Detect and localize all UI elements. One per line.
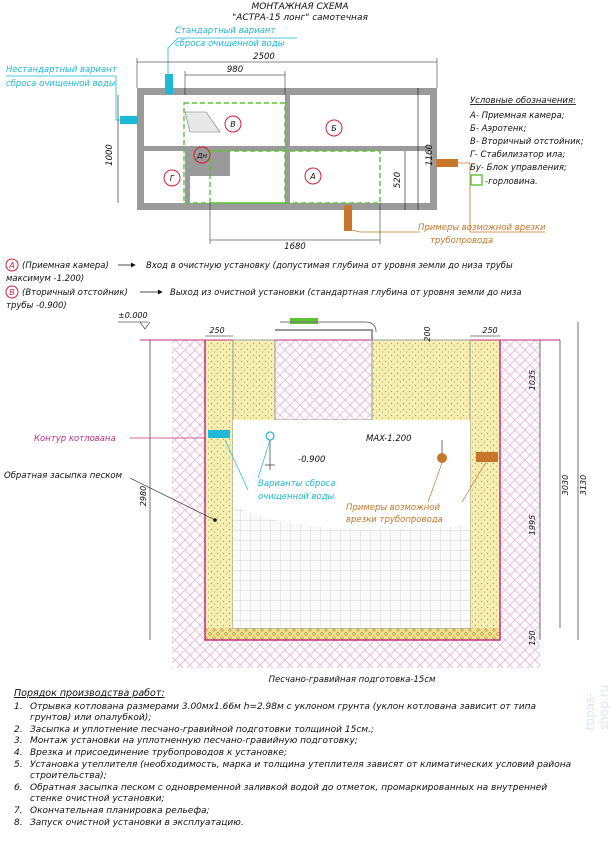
- plan-pipe-example-1: Примеры возможной врезки: [418, 223, 546, 233]
- dim-2500: 2500: [253, 52, 275, 62]
- label-a: А: [310, 172, 316, 181]
- section-inlet-alt: [437, 453, 447, 463]
- dim-1680: 1680: [284, 242, 306, 252]
- gravel-base: [205, 628, 500, 640]
- label-g: Г: [169, 174, 175, 183]
- inlet-pipe-bottom: [344, 205, 352, 231]
- std-outlet-label-2: сброса очищенной воды: [175, 39, 285, 49]
- tank-lid: [290, 318, 318, 324]
- label-dn: Дн: [196, 152, 208, 160]
- title-line1: МОНТАЖНАЯ СХЕМА: [251, 2, 349, 12]
- legend-item-1: Б- Аэротенк;: [470, 124, 527, 134]
- plan-pipe-example-2: трубопровода: [430, 236, 494, 246]
- label-v: В: [230, 120, 236, 129]
- note-a-text2: максимум -1.200): [6, 274, 85, 284]
- backfill-left: [205, 340, 233, 628]
- dim-2980: 2980: [139, 485, 148, 507]
- dim-3030: 3030: [561, 474, 570, 496]
- outlet-variants-1: Варианты сброса: [258, 479, 336, 489]
- legend-title: Условные обозначения:: [470, 96, 576, 106]
- procedure-step: 1. Отрывка котлована размерами 3.00мх1.66м h=2.98м с уклоном грунта (уклон котлована зависит от типа грунтов) или опалубкой);: [14, 701, 537, 724]
- dim-250-right: 250: [482, 326, 498, 335]
- legend-neck-swatch: [471, 175, 482, 185]
- std-outlet-label-1: Стандартный вариант: [175, 26, 276, 36]
- outlet-variants-2: очищенной воды: [258, 492, 335, 502]
- dim-250-left: 250: [209, 326, 225, 335]
- plan-partition-h: [144, 146, 380, 151]
- pit-contour-label: Контур котлована: [34, 434, 116, 444]
- legend-item-3: Г- Стабилизатор ила;: [470, 150, 566, 160]
- dim-980: 980: [226, 65, 244, 75]
- section-pipe-example-1: Примеры возможной: [346, 503, 441, 513]
- nonstd-outlet-pipe: [120, 116, 138, 124]
- note-a-text: Вход в очистную установку (допустимая глубина от уровня земли до низа трубы: [146, 261, 513, 271]
- procedure-step: 7. Окончательная планировка рельефа;: [14, 805, 210, 816]
- procedure-title: Порядок производства работ:: [14, 688, 165, 699]
- dim-1995: 1995: [528, 514, 537, 536]
- legend-item-4: Бу- Блок управления;: [470, 163, 567, 173]
- depth-0900: -0.900: [298, 455, 326, 465]
- nonstd-outlet-label-1: Нестандартный вариант: [6, 65, 117, 75]
- backfill-right: [470, 340, 500, 628]
- dim-520: 520: [393, 171, 403, 189]
- backfill-label: Обратная засыпка песком: [4, 471, 122, 481]
- procedure-step: 8. Запуск очистной установки в эксплуатацию.: [14, 817, 244, 828]
- title-line2: "АСТРА-15 лонг" самотечная: [232, 13, 368, 23]
- plan-view: [6, 26, 546, 252]
- inlet-pipe-right: [436, 159, 458, 167]
- procedure-step: 6. Обратная засыпка песком с одновременной заливкой водой до отметок, промаркированных на внутренней стенке очистной установки;: [14, 782, 548, 805]
- section-inlet-std: [476, 452, 498, 462]
- note-a-name: (Приемная камера): [22, 261, 109, 271]
- max-depth: MAX-1.200: [366, 434, 412, 444]
- base-label: Песчано-гравийная подготовка-15см: [268, 675, 436, 685]
- legend-item-5: -горловина.: [485, 177, 538, 187]
- dim-1000: 1000: [105, 144, 115, 166]
- legend-item-0: А- Приемная камера;: [470, 111, 565, 121]
- watermark: topas-shop.ru: [583, 684, 611, 730]
- section-pipe-example-2: врезки трубопровода: [346, 515, 443, 525]
- note-v-text: Выход из очистной установки (стандартная глубина от уровня земли до низа: [170, 288, 522, 298]
- section-outlet-std: [208, 430, 230, 438]
- nonstd-outlet-label-2: сброса очищенной воды: [6, 79, 116, 89]
- procedure-step: 5. Установка утеплителя (необходимость, марка и толщина утеплителя зависят от климатических условий района строительства);: [14, 759, 572, 782]
- plan-partition-v: [285, 95, 290, 203]
- procedure: [14, 688, 574, 829]
- dim-1035: 1035: [528, 369, 537, 391]
- std-outlet-pipe: [165, 74, 173, 94]
- label-b: Б: [331, 124, 337, 133]
- dim-150: 150: [528, 630, 537, 646]
- level-zero: ±0.000: [118, 311, 148, 320]
- legend: [469, 96, 584, 187]
- procedure-step: 4. Врезка и присоединение трубопроводов к установке;: [14, 747, 287, 758]
- note-a-badge: А: [9, 261, 15, 270]
- dim-3130: 3130: [579, 474, 588, 496]
- dim-1160: 1160: [425, 144, 435, 166]
- procedure-step: 2. Засыпка и уплотнение песчано-гравийной подготовки толщиной 15см.;: [14, 724, 374, 735]
- legend-item-2: В- Вторичный отстойник;: [470, 137, 584, 147]
- notes: [6, 259, 522, 311]
- section-view: [4, 311, 588, 685]
- dim-200: 200: [423, 326, 432, 342]
- procedure-step: 3. Монтаж установки на уплотненную песчано-гравийную подготовку;: [14, 736, 358, 747]
- note-v-badge: В: [9, 288, 15, 297]
- note-v-text2: трубы -0.900): [6, 301, 67, 311]
- note-v-name: (Вторичный отстойник): [22, 288, 128, 298]
